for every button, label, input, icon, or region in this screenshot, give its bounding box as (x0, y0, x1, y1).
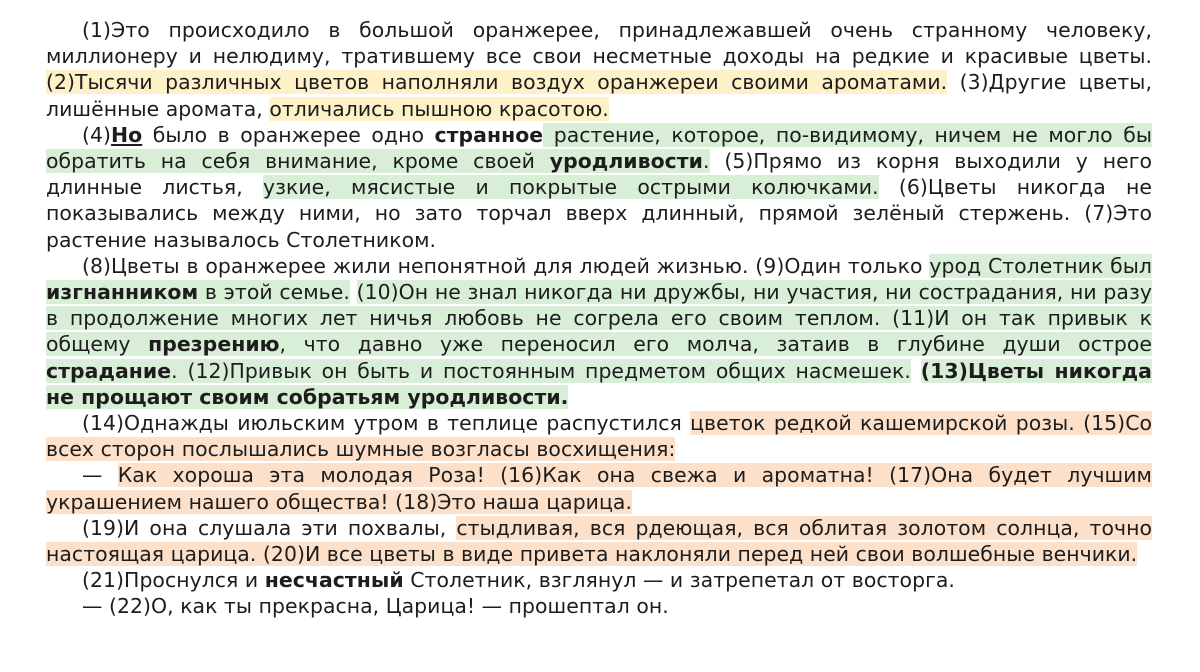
segment (911, 359, 921, 383)
highlight-green: . (703, 149, 710, 174)
bold-word-highlight-green: уродливости (549, 149, 703, 174)
highlight-green: растение, которое, по-видимому, ничем не могло бы обратить на себя внимание, кроме своей (46, 122, 1152, 174)
segment: (4) (82, 122, 112, 147)
highlight-green: узкие, мясистые и покрытые острыми колючками. (263, 175, 879, 200)
bold-word: несчастный (264, 568, 404, 593)
highlight-orange: цветок редкой кашемирской розы. (15)Со всех сторон послышались шумные возгласы восхищения: (46, 411, 1153, 462)
bold-sentence-highlight-green: (13)Цветы никогда не прощают своим собратьям уродливости. (46, 358, 1152, 409)
bold-underlined-word: Но (111, 122, 143, 147)
paragraph-2 (46, 122, 1152, 253)
document-text (46, 17, 1152, 620)
highlight-green: . (12)Привык он быть и постоянным предметом общих насмешек. (171, 358, 911, 383)
paragraph-5 (46, 462, 1152, 514)
paragraph-3 (46, 253, 1152, 410)
segment: (14)Однажды июльским утром в теплице распустился (82, 411, 691, 436)
paragraph-7 (46, 567, 1152, 593)
segment: было в оранжерее одно (142, 122, 435, 147)
paragraph-1 (46, 17, 1152, 122)
highlight-green: (10)Он не знал никогда ни дружбы, ни участия, ни сострадания, ни разу в продолжение многих лет ничья любовь не согрела его своим теплом. (11)И он так привык к общему (46, 280, 1152, 357)
highlight-yellow: отличались пышною красотою. (269, 96, 609, 121)
segment: (1)Это происходило в большой оранжерее, принадлежавшей очень странному человеку, миллионеру и нелюдиму, тратившему все свои несметные доходы на редкие и красивые цветы. (46, 18, 1152, 69)
highlight-orange: Как хороша эта молодая Роза! (16)Как она свежа и ароматна! (17)Она будет лучшим украшением нашего общества! (18)Это наша царица. (46, 463, 1152, 514)
segment: Столетник, взглянул — и затрепетал от восторга. (403, 568, 955, 593)
paragraph-8 (46, 593, 1152, 619)
segment: (5)Прямо из корня выходили у него длинные листья, (46, 149, 1152, 200)
bold-word-highlight-green: страдание (46, 358, 172, 383)
segment: (21)Проснулся и (82, 568, 265, 593)
segment (350, 280, 357, 304)
paragraph-6 (46, 515, 1152, 567)
segment: (19)И она слушала эти похвалы, (82, 515, 457, 540)
segment: — (82, 463, 118, 488)
segment: (6)Цветы никогда не показывались между ними, но зато торчал вверх длинный, прямой зелёный стержень. (7)Это растение называлось Столетником. (46, 175, 1153, 252)
segment: (8)Цветы в оранжерее жили непонятной для людей жизнью. (9)Один только (82, 253, 930, 278)
highlight-green: урод Столетник был (929, 253, 1152, 278)
paragraph-4 (46, 410, 1152, 462)
highlight-yellow: (2)Тысячи различных цветов наполняли воздух оранжереи своими ароматами. (46, 70, 948, 95)
highlight-orange: стыдливая, вся рдеющая, вся облитая золотом солнца, точно настоящая царица. (20)И все цветы в виде привета наклоняли перед ней свои волшебные венчики. (46, 515, 1152, 567)
bold-word: странное (434, 122, 544, 147)
segment: — (22)О, как ты прекрасна, Царица! — прошептал он. (82, 594, 669, 619)
highlight-green: , что давно уже переносил его молча, затаив в глубине души острое (279, 332, 1152, 357)
highlight-green: в этой семье. (198, 280, 350, 305)
segment: (3)Другие цветы, лишённые аромата, (46, 70, 1152, 121)
bold-word-highlight-green: изгнанником (46, 280, 199, 305)
bold-word-highlight-green: презрению (148, 332, 280, 357)
